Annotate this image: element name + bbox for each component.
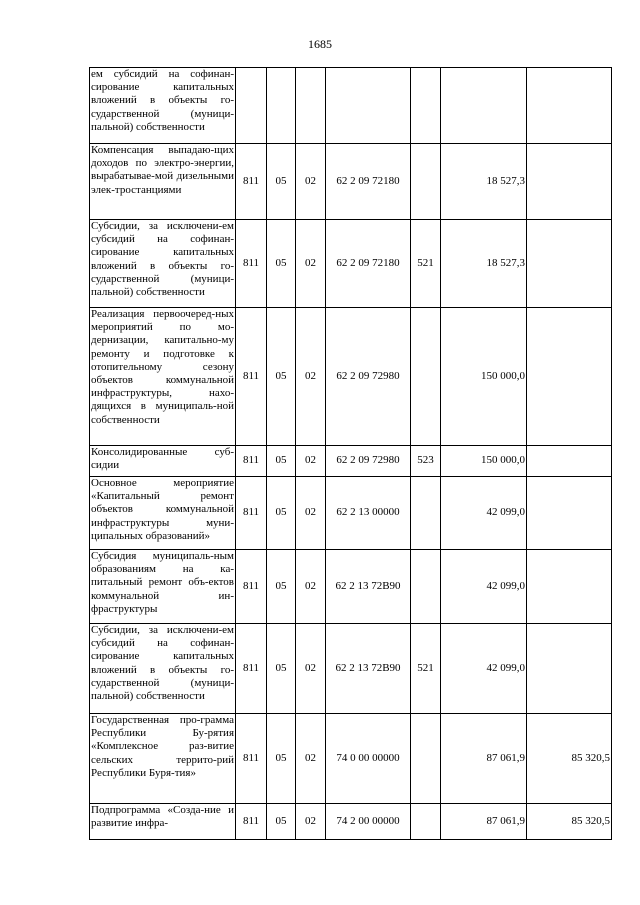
ved-cell: 811	[236, 477, 267, 550]
amount-next-year-cell	[527, 446, 612, 477]
target-article-cell: 62 2 13 00000	[326, 477, 411, 550]
section-cell: 05	[267, 220, 296, 308]
amount-next-year-cell	[527, 68, 612, 144]
section-cell: 05	[267, 550, 296, 624]
table-row	[90, 68, 612, 144]
table-row	[90, 144, 612, 220]
amount-next-year-cell	[527, 624, 612, 714]
subsection-cell: 02	[296, 477, 326, 550]
table-row	[90, 446, 612, 477]
amount-next-year-cell	[527, 308, 612, 446]
amount-cell: 42 099,0	[441, 624, 527, 714]
target-article-cell: 74 0 00 00000	[326, 714, 411, 804]
subsection-cell: 02	[296, 550, 326, 624]
amount-next-year-cell	[527, 220, 612, 308]
amount-next-year-cell: 85 320,5	[527, 804, 612, 840]
section-cell: 05	[267, 144, 296, 220]
expense-type-cell: 523	[411, 446, 441, 477]
ved-cell: 811	[236, 804, 267, 840]
amount-cell: 87 061,9	[441, 714, 527, 804]
subsection-cell: 02	[296, 446, 326, 477]
target-article-cell: 62 2 13 72В90	[326, 550, 411, 624]
amount-cell: 42 099,0	[441, 550, 527, 624]
expense-type-cell	[411, 68, 441, 144]
table-row	[90, 550, 612, 624]
amount-cell: 18 527,3	[441, 144, 527, 220]
table-row	[90, 624, 612, 714]
section-cell: 05	[267, 624, 296, 714]
subsection-cell: 02	[296, 804, 326, 840]
expense-type-cell: 521	[411, 220, 441, 308]
table-row	[90, 714, 612, 804]
amount-cell: 150 000,0	[441, 446, 527, 477]
subsection-cell: 02	[296, 220, 326, 308]
table-row	[90, 477, 612, 550]
row-name: Субсидии, за исключени-ем субсидий на софинан-сирование капитальных вложений в объекты го-сударственной (муници-пальной) собственности	[90, 220, 236, 308]
row-name: Государственная про-грамма Республики Бу-рятия «Комплексное раз-витие сельских террито-рий Республики Буря-тия»	[90, 714, 236, 804]
amount-next-year-cell: 85 320,5	[527, 714, 612, 804]
amount-next-year-cell	[527, 144, 612, 220]
expense-type-cell	[411, 714, 441, 804]
target-article-cell: 62 2 09 72180	[326, 220, 411, 308]
amount-cell: 150 000,0	[441, 308, 527, 446]
row-name: Компенсация выпадаю-щих доходов по электро-энергии, вырабатывае-мой дизельными элек-тростанциями	[90, 144, 236, 220]
ved-cell: 811	[236, 308, 267, 446]
section-cell: 05	[267, 446, 296, 477]
subsection-cell	[296, 68, 326, 144]
section-cell: 05	[267, 714, 296, 804]
ved-cell: 811	[236, 624, 267, 714]
subsection-cell: 02	[296, 144, 326, 220]
ved-cell: 811	[236, 714, 267, 804]
subsection-cell: 02	[296, 308, 326, 446]
row-name: Подпрограмма «Созда-ние и развитие инфра-	[90, 804, 236, 840]
amount-cell: 87 061,9	[441, 804, 527, 840]
target-article-cell: 62 2 09 72980	[326, 308, 411, 446]
amount-next-year-cell	[527, 477, 612, 550]
amount-cell: 42 099,0	[441, 477, 527, 550]
amount-next-year-cell	[527, 550, 612, 624]
amount-cell: 18 527,3	[441, 220, 527, 308]
target-article-cell: 74 2 00 00000	[326, 804, 411, 840]
target-article-cell: 62 2 09 72180	[326, 144, 411, 220]
row-name: Субсидия муниципаль-ным образованиям на ка-питальный ремонт объ-ектов коммунальной ин-фраструктуры	[90, 550, 236, 624]
amount-cell	[441, 68, 527, 144]
expense-type-cell	[411, 144, 441, 220]
ved-cell: 811	[236, 144, 267, 220]
budget-table	[89, 67, 612, 840]
ved-cell	[236, 68, 267, 144]
ved-cell: 811	[236, 446, 267, 477]
section-cell: 05	[267, 308, 296, 446]
target-article-cell: 62 2 09 72980	[326, 446, 411, 477]
row-name: Основное мероприятие «Капитальный ремонт объектов коммунальной инфраструктуры муни-ципальных образований»	[90, 477, 236, 550]
target-article-cell: 62 2 13 72В90	[326, 624, 411, 714]
subsection-cell: 02	[296, 714, 326, 804]
subsection-cell: 02	[296, 624, 326, 714]
row-name: Реализация первоочеред-ных мероприятий по мо-дернизации, капитально-му ремонту и подготовке к отопительному сезону объектов коммунальной инфраструктуры, нахо-дящихся в муниципаль-ной собственности	[90, 308, 236, 446]
expense-type-cell	[411, 804, 441, 840]
expense-type-cell	[411, 477, 441, 550]
section-cell	[267, 68, 296, 144]
ved-cell: 811	[236, 220, 267, 308]
table-row	[90, 308, 612, 446]
row-name: Консолидированные суб-сидии	[90, 446, 236, 477]
table-row	[90, 220, 612, 308]
row-name: Субсидии, за исключени-ем субсидий на софинан-сирование капитальных вложений в объекты го-сударственной (муници-пальной) собственности	[90, 624, 236, 714]
expense-type-cell	[411, 308, 441, 446]
section-cell: 05	[267, 477, 296, 550]
row-name: ем субсидий на софинан-сирование капитальных вложений в объекты го-сударственной (муници-пальной) собственности	[90, 68, 236, 144]
target-article-cell	[326, 68, 411, 144]
ved-cell: 811	[236, 550, 267, 624]
expense-type-cell	[411, 550, 441, 624]
table-row	[90, 804, 612, 840]
page-number: 1685	[308, 37, 332, 51]
section-cell: 05	[267, 804, 296, 840]
expense-type-cell: 521	[411, 624, 441, 714]
